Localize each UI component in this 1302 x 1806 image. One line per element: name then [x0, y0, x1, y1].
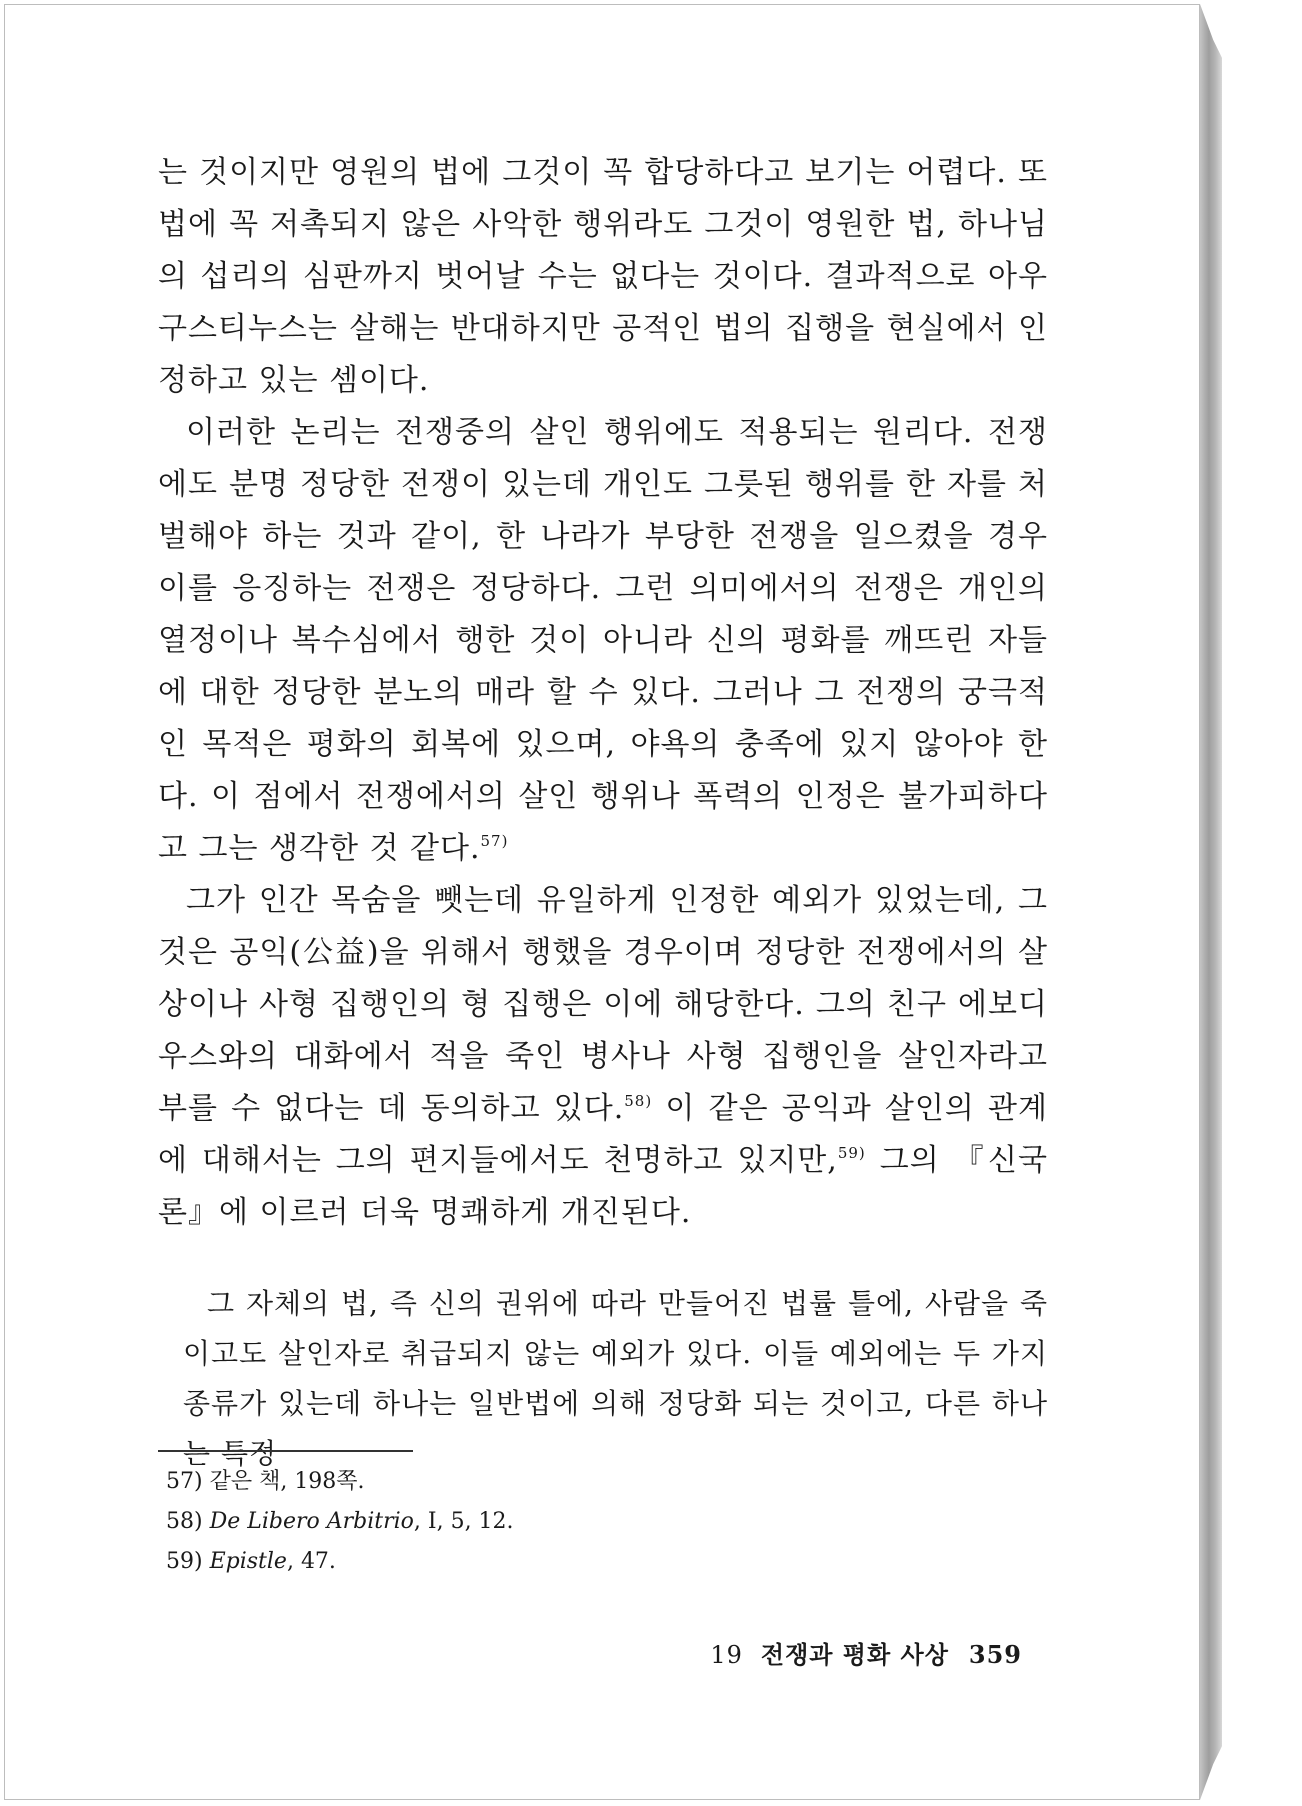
footnote-ref-59: 59) [837, 1144, 866, 1162]
footnote-divider [158, 1450, 413, 1452]
footnote-title: De Libero Arbitrio [209, 1509, 414, 1534]
footnote-57 [166, 1462, 514, 1502]
page-number: 359 [968, 1640, 1022, 1669]
footnote-text: , Ⅰ, 5, 12. [413, 1509, 514, 1534]
paragraph-3-text-c: 그의 『신국론』에 이르러 더욱 명쾌하게 개진된다. [158, 1143, 1048, 1230]
footnote-58 [166, 1502, 514, 1542]
footnote-title: Epistle [209, 1549, 287, 1574]
chapter-title: 전쟁과 평화 사상 [760, 1640, 949, 1669]
paragraph-1: 는 것이지만 영원의 법에 그것이 꼭 합당하다고 보기는 어렵다. 또 법에 꼭 저촉되지 않은 사악한 행위라도 그것이 영원한 법, 하나님의 섭리의 심판까지 벗어날 수는 없다는 것이다. 결과적으로 아우구스티누스는 살해는 반대하지만 공적인 법의 집행을 현실에서 인정하고 있는 셈이다. [158, 155, 1048, 398]
footnote-text: 같은 책, 198쪽. [209, 1469, 365, 1494]
paragraph-3-text-a: 그가 인간 목숨을 뺏는데 유일하게 인정한 예외가 있었는데, 그것은 공익(公益)을 위해서 행했을 경우이며 정당한 전쟁에서의 살상이나 사형 집행인의 형 집행은 이에 해당한다. 그의 친구 에보디우스와의 대화에서 적을 죽인 병사나 사형 집행인을 살인자라고 부를 수 없다는 데 동의하고 있다. [158, 883, 1048, 1126]
running-footer [710, 1635, 1022, 1670]
footnote-ref-58: 58) [624, 1092, 653, 1110]
main-text [158, 147, 1048, 1479]
footnotes [166, 1462, 514, 1582]
footnote-number: 59) [166, 1549, 203, 1574]
footnote-number: 57) [166, 1469, 203, 1494]
footnote-ref-57: 57) [480, 832, 509, 850]
block-quote: 그 자체의 법, 즉 신의 권위에 따라 만들어진 법률 틀에, 사람을 죽이고도 살인자로 취급되지 않는 예외가 있다. 이들 예외에는 두 가지 종류가 있는데 하나는 일반법에 의해 정당화 되는 것이고, 다른 하나는 특정 [183, 1287, 1048, 1470]
book-page-edge [1200, 4, 1222, 1800]
chapter-number: 19 [710, 1641, 743, 1669]
paragraph-2 [158, 407, 1048, 875]
paragraph-3-text-b: 이 같은 공익과 살인의 관계에 대해서는 그의 편지들에서도 천명하고 있지만, [158, 1091, 1048, 1178]
paragraph-3 [158, 875, 1048, 1239]
footnote-59 [166, 1542, 514, 1582]
footnote-number: 58) [166, 1509, 203, 1534]
paragraph-2-text: 이러한 논리는 전쟁중의 살인 행위에도 적용되는 원리다. 전쟁에도 분명 정당한 전쟁이 있는데 개인도 그릇된 행위를 한 자를 처벌해야 하는 것과 같이, 한 나라가 부당한 전쟁을 일으켰을 경우 이를 응징하는 전쟁은 정당하다. 그런 의미에서의 전쟁은 개인의 열정이나 복수심에서 행한 것이 아니라 신의 평화를 깨뜨린 자들에 대한 정당한 분노의 매라 할 수 있다. 그러나 그 전쟁의 궁극적인 목적은 평화의 회복에 있으며, 야욕의 충족에 있지 않아야 한다. 이 점에서 전쟁에서의 살인 행위나 폭력의 인정은 불가피하다고 그는 생각한 것 같다. [158, 415, 1048, 866]
footnote-text: , 47. [286, 1549, 336, 1574]
